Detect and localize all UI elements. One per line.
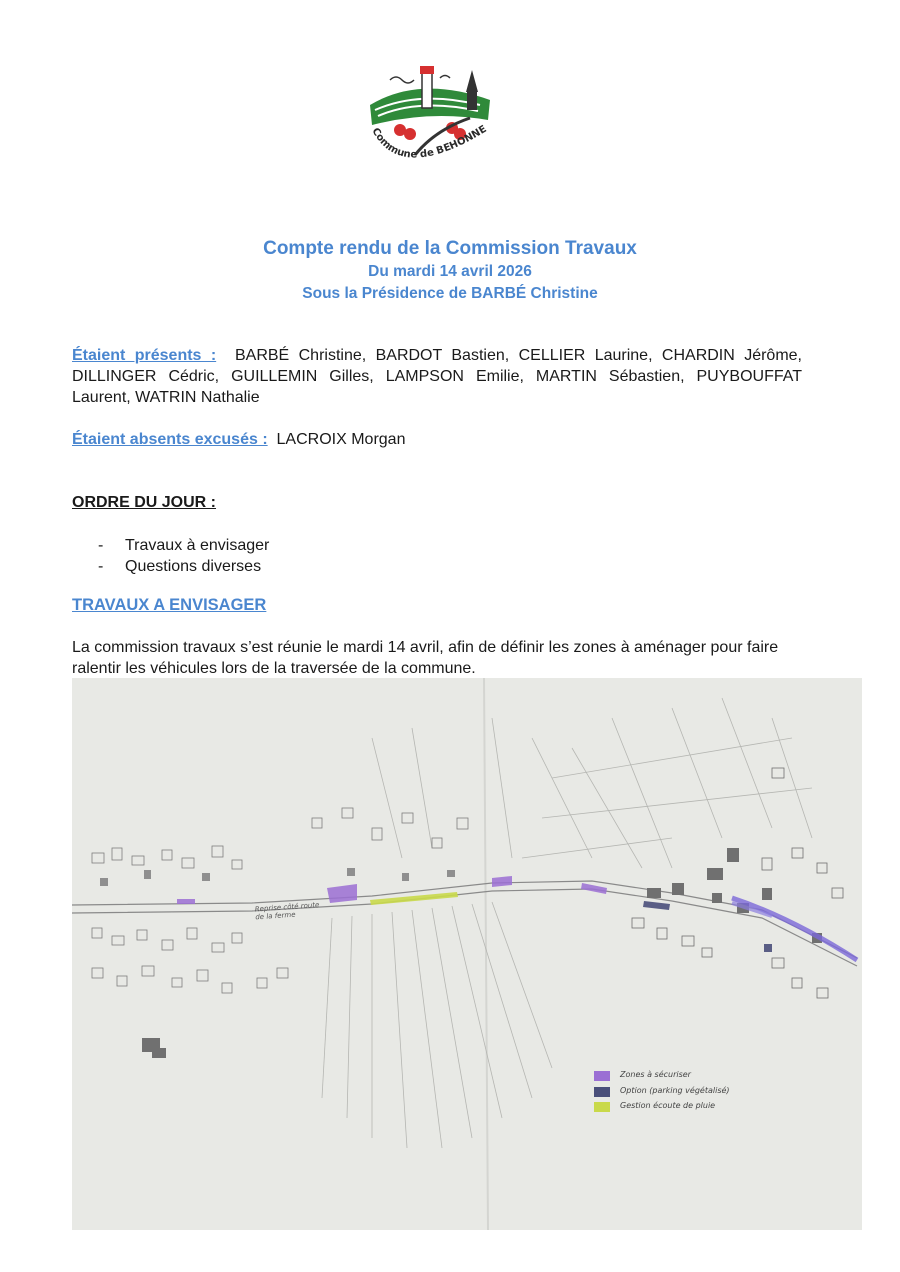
presents-list: BARBÉ Christine, BARDOT Bastien, CELLIER Laurine, CHARDIN Jérôme, DILLINGER Cédric, GUILLEMIN Gilles, LAMPSON Emilie, MARTIN Sébastien, PUYBOUFFAT Laurent, WATRIN Nathalie xyxy=(72,347,803,406)
agenda-list xyxy=(98,535,269,577)
presents-label: Étaient présents : xyxy=(72,347,217,364)
village-map xyxy=(72,678,862,1230)
absents-label: Étaient absents excusés : xyxy=(72,431,268,448)
logo-caption: Commune de BEHONNE xyxy=(369,123,489,161)
presents-paragraph xyxy=(72,345,802,408)
presidence: Sous la Présidence de BARBÉ Christine xyxy=(302,285,598,302)
section-intro: La commission travaux s’est réunie le mardi 14 avril, afin de définir les zones à aménager pour faire ralentir les véhicules lors de la traversée de la commune. xyxy=(72,639,779,677)
agenda-item: - Questions diverses xyxy=(98,556,269,577)
agenda-heading: ORDRE DU JOUR : xyxy=(72,494,217,511)
page-title: Compte rendu de la Commission Travaux xyxy=(263,238,637,259)
agenda-item: - Travaux à envisager xyxy=(98,535,269,556)
legend-item-zones: Zones à sécuriser xyxy=(620,1070,691,1079)
absents-paragraph xyxy=(72,429,802,450)
meeting-date: Du mardi 14 avril 2026 xyxy=(368,263,532,280)
absents-list: LACROIX Morgan xyxy=(276,431,406,448)
section-heading: TRAVAUX A ENVISAGER xyxy=(72,596,267,614)
legend-item-gestion: Gestion écoute de pluie xyxy=(620,1101,716,1110)
map-note: Reprise côté route de la ferme xyxy=(254,900,320,922)
commune-logo xyxy=(360,60,500,185)
legend-item-option: Option (parking végétalisé) xyxy=(620,1086,730,1095)
